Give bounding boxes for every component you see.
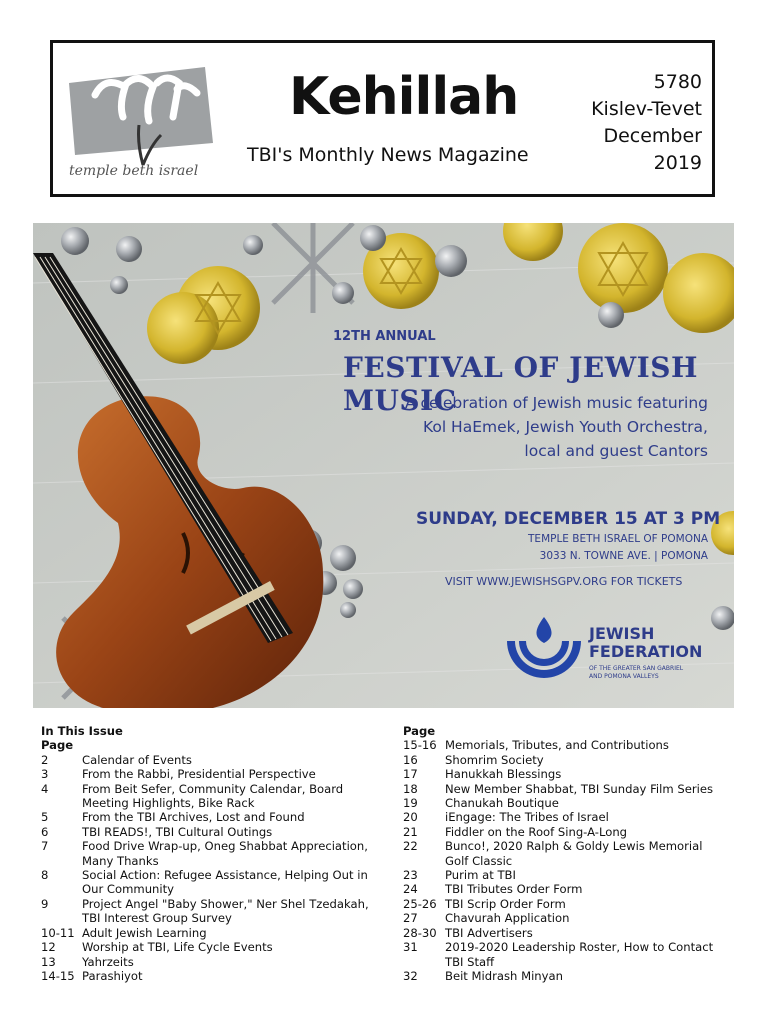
toc-list: [41, 753, 371, 984]
hebrew-year: 5780: [653, 71, 702, 93]
toc-page-number: 31: [403, 940, 418, 955]
toc-entry[interactable]: [403, 911, 723, 925]
toc-entry-title: Yahrzeits: [82, 954, 134, 969]
toc-entry-title: From the Rabbi, Presidential Perspective: [82, 767, 316, 782]
toc-page-number: 23: [403, 868, 418, 883]
toc-page-label: Page: [403, 724, 436, 738]
poster-annual: 12TH ANNUAL: [333, 329, 436, 344]
magazine-subtitle: TBI's Monthly News Magazine: [247, 144, 529, 166]
toc-list: [403, 738, 723, 983]
toc-page-number: 3: [41, 767, 49, 782]
toc-page-number: 5: [41, 810, 49, 825]
toc-entry-title: Hanukkah Blessings: [445, 767, 562, 782]
toc-entry[interactable]: [41, 839, 371, 868]
toc-entry[interactable]: [41, 897, 371, 926]
toc-entry[interactable]: [403, 868, 723, 882]
toc-entry-title: TBI Advertisers: [445, 925, 533, 940]
svg-text:temple beth israel: temple beth israel: [69, 163, 199, 179]
toc-entry[interactable]: [41, 955, 371, 969]
temple-beth-israel-logo: [65, 55, 215, 183]
toc-entry-title: TBI Scrip Order Form: [445, 896, 566, 911]
toc-page-number: 10-11: [41, 925, 75, 940]
toc-entry-title: From the TBI Archives, Lost and Found: [82, 810, 305, 825]
toc-entry-title: Chavurah Application: [445, 911, 570, 926]
poster-description-line: local and guest Cantors: [524, 442, 708, 460]
toc-entry[interactable]: [41, 767, 371, 781]
toc-entry-title: Chanukah Boutique: [445, 796, 559, 811]
jewish-federation-flame-icon: [501, 615, 587, 679]
issue-date: [591, 69, 702, 177]
toc-entry-title: Project Angel "Baby Shower," Ner Shel Tzedakah, TBI Interest Group Survey: [82, 896, 369, 926]
toc-page-number: 6: [41, 824, 49, 839]
toc-page-number: 21: [403, 824, 418, 839]
toc-entry[interactable]: [403, 926, 723, 940]
toc-page-number: 25-26: [403, 896, 437, 911]
toc-entry[interactable]: [403, 782, 723, 796]
hebrew-months: Kislev-Tevet: [591, 98, 702, 120]
toc-entry-title: Social Action: Refugee Assistance, Helping Out in Our Community: [82, 868, 368, 897]
toc-entry-title: New Member Shabbat, TBI Sunday Film Series: [445, 781, 714, 796]
toc-entry-title: From Beit Sefer, Community Calendar, Board Meeting Highlights, Bike Rack: [82, 781, 344, 811]
toc-entry-title: Parashiyot: [82, 968, 143, 983]
toc-entry[interactable]: [403, 753, 723, 767]
toc-page-number: 9: [41, 896, 49, 911]
toc-page-number: 24: [403, 882, 418, 897]
toc-entry-title: TBI Tributes Order Form: [445, 882, 583, 897]
toc-page-label: Page: [41, 738, 74, 753]
federation-region-line1: OF THE GREATER SAN GABRIEL: [589, 665, 684, 672]
toc-page-number: 17: [403, 767, 418, 782]
toc-entry[interactable]: [403, 767, 723, 781]
poster-description-line: Kol HaEmek, Jewish Youth Orchestra,: [422, 418, 708, 436]
toc-right-column: [403, 724, 723, 983]
federation-name-line1: JEWISH: [589, 624, 655, 643]
poster-date-time: SUNDAY, DECEMBER 15 AT 3 PM: [416, 509, 721, 529]
issue-month: December: [603, 125, 702, 147]
magazine-title: Kehillah: [289, 67, 519, 127]
toc-entry-title: Shomrim Society: [445, 752, 544, 767]
federation-region-line2: AND POMONA VALLEYS: [589, 673, 659, 680]
toc-entry[interactable]: [41, 926, 371, 940]
toc-page-number: 27: [403, 911, 418, 926]
toc-entry[interactable]: [41, 868, 371, 897]
poster-description-line: A celebration of Jewish music featuring: [404, 394, 708, 412]
toc-entry[interactable]: [403, 810, 723, 824]
toc-page-number: 7: [41, 839, 49, 854]
toc-entry[interactable]: [403, 839, 723, 868]
toc-page-number: 15-16: [403, 738, 437, 753]
toc-entry-title: Fiddler on the Roof Sing-A-Long: [445, 824, 628, 839]
poster-ticket-link[interactable]: VISIT WWW.JEWISHSGPV.ORG FOR TICKETS: [445, 575, 683, 588]
toc-entry-title: Food Drive Wrap-up, Oneg Shabbat Appreciation, Many Thanks: [82, 839, 368, 868]
toc-entry-title: 2019-2020 Leadership Roster, How to Contact TBI Staff: [445, 940, 714, 969]
toc-entry[interactable]: [41, 940, 371, 954]
poster-venue: [528, 531, 708, 565]
toc-entry[interactable]: [403, 882, 723, 896]
poster-description: [328, 391, 708, 463]
toc-entry[interactable]: [403, 796, 723, 810]
toc-page-number: 22: [403, 839, 418, 854]
toc-entry-title: iEngage: The Tribes of Israel: [445, 810, 609, 825]
toc-entry-title: Memorials, Tributes, and Contributions: [445, 738, 669, 753]
toc-page-number: 14-15: [41, 968, 75, 983]
toc-entry-title: Adult Jewish Learning: [82, 925, 207, 940]
toc-entry[interactable]: [403, 940, 723, 969]
venue-address: 3033 N. TOWNE AVE. | POMONA: [539, 550, 708, 562]
toc-entry[interactable]: [403, 897, 723, 911]
toc-page-number: 32: [403, 968, 418, 983]
toc-page-number: 2: [41, 752, 49, 767]
toc-entry-title: Purim at TBI: [445, 868, 516, 883]
toc-page-number: 4: [41, 781, 49, 796]
toc-page-number: 13: [41, 954, 56, 969]
federation-name-line2: FEDERATION: [589, 642, 703, 661]
toc-page-number: 20: [403, 810, 418, 825]
toc-entry[interactable]: [41, 825, 371, 839]
toc-entry[interactable]: [403, 969, 723, 983]
venue-name: TEMPLE BETH ISRAEL OF POMONA: [528, 533, 708, 545]
poster-headline: FESTIVAL OF JEWISH MUSIC: [343, 351, 698, 417]
toc-page-number: 16: [403, 752, 418, 767]
federation-name: [589, 625, 702, 661]
toc-entry-title: Worship at TBI, Life Cycle Events: [82, 940, 273, 955]
toc-page-number: 19: [403, 796, 418, 811]
issue-year: 2019: [653, 152, 702, 174]
federation-region: [589, 665, 683, 681]
toc-page-number: 12: [41, 940, 56, 955]
toc-entry[interactable]: [41, 810, 371, 824]
toc-page-number: 8: [41, 868, 49, 883]
toc-left-column: [41, 724, 371, 983]
toc-entry[interactable]: [403, 738, 723, 752]
toc-entry-title: TBI READS!, TBI Cultural Outings: [82, 824, 273, 839]
toc-page-number: 18: [403, 781, 418, 796]
toc-page-number: 28-30: [403, 925, 437, 940]
toc-entry-title: Beit Midrash Minyan: [445, 968, 563, 983]
toc-entry[interactable]: [41, 753, 371, 767]
masthead: [50, 40, 715, 197]
festival-poster: [33, 223, 734, 708]
toc-entry-title: Bunco!, 2020 Ralph & Goldy Lewis Memorial Golf Classic: [445, 839, 703, 868]
toc-entry-title: Calendar of Events: [82, 752, 192, 767]
toc-entry[interactable]: [403, 825, 723, 839]
toc-entry[interactable]: [41, 969, 371, 983]
toc-heading: In This Issue: [41, 724, 123, 738]
toc-entry[interactable]: [41, 782, 371, 811]
